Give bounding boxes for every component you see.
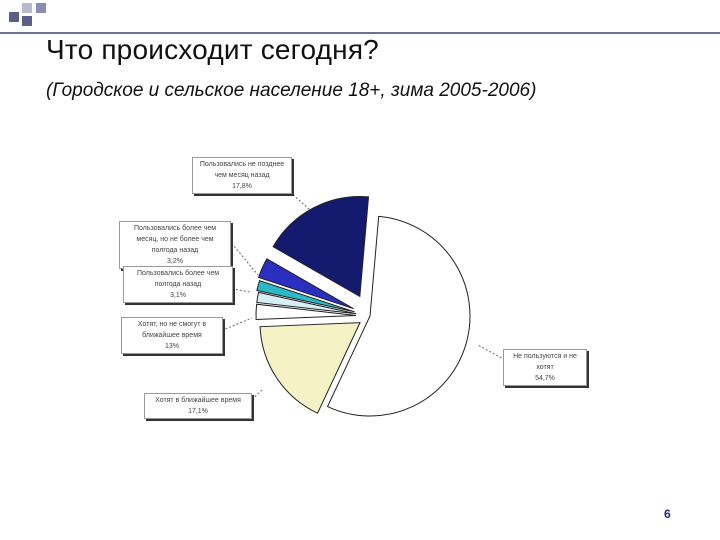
callout-value: 17,8%	[232, 183, 252, 190]
callout-label: Хотят, но не смогут в ближайшее время	[137, 321, 207, 339]
callout-label: Не пользуются и не хотят	[513, 353, 577, 371]
page-number: 6	[664, 507, 671, 521]
callout-want-cannot	[121, 317, 223, 354]
callout-value: 3,1%	[170, 292, 186, 299]
callout-value: 54,7%	[535, 375, 555, 382]
callout-label: Пользовались более чем полгода назад	[136, 270, 220, 288]
callout-not-using	[503, 349, 587, 386]
callout-used-over-halfyear	[123, 266, 233, 303]
callout-value: 13%	[164, 343, 179, 350]
slide-subtitle: (Городское и сельское население 18+, зима 2005-2006)	[46, 80, 537, 101]
callout-want-soon	[144, 393, 252, 419]
callout-value: 17,1%	[188, 408, 208, 415]
callout-label: Пользовались более чем месяц, но не более чем полгода назад	[133, 225, 217, 254]
callout-value: 3,2%	[167, 258, 183, 265]
callout-label: Хотят в ближайшее время	[155, 397, 241, 404]
callout-label: Пользовались не позднее чем месяц назад	[199, 161, 285, 179]
callout-used-within-month	[192, 157, 292, 194]
slide-title: Что происходит сегодня?	[46, 34, 379, 65]
callout-used-month-to-halfyear	[119, 221, 231, 269]
